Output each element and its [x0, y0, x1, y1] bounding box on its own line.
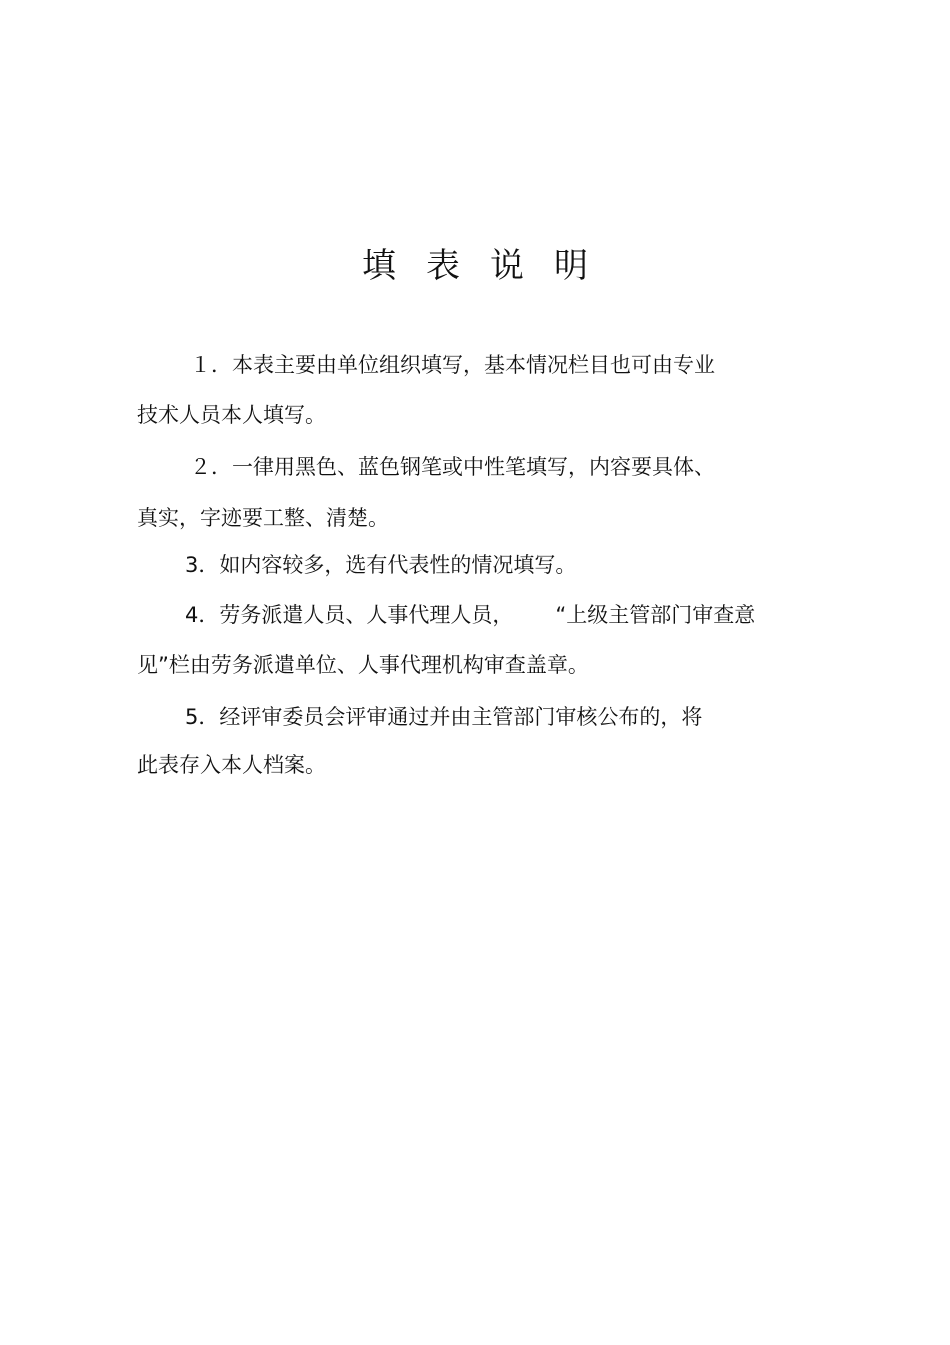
instruction-2-line-2: 真实，字迹要工整、清楚。	[137, 506, 389, 530]
instruction-5-line-1: 5．经评审委员会评审通过并由主管部门审核公布的，将	[185, 705, 703, 729]
instruction-4-line-1-part-1: 4．劳务派遣人员、人事代理人员，	[185, 603, 514, 627]
instruction-2-line-1: ２．一律用黑色、蓝色钢笔或中性笔填写，内容要具体、	[190, 455, 715, 479]
instruction-1-line-1: １．本表主要由单位组织填写，基本情况栏目也可由专业	[190, 353, 715, 377]
instruction-4-line-2: 见”栏由劳务派遣单位、人事代理机构审查盖章。	[137, 653, 589, 677]
instruction-4-line-1	[185, 600, 755, 630]
instruction-5-line-2: 此表存入本人档案。	[137, 753, 326, 777]
instruction-3-line-1: 3．如内容较多，选有代表性的情况填写。	[185, 553, 577, 577]
instruction-1-line-2: 技术人员本人填写。	[137, 403, 326, 427]
instruction-4-line-1-part-2: “上级主管部门审查意	[555, 603, 756, 627]
page-title: 填表说明	[362, 246, 618, 286]
